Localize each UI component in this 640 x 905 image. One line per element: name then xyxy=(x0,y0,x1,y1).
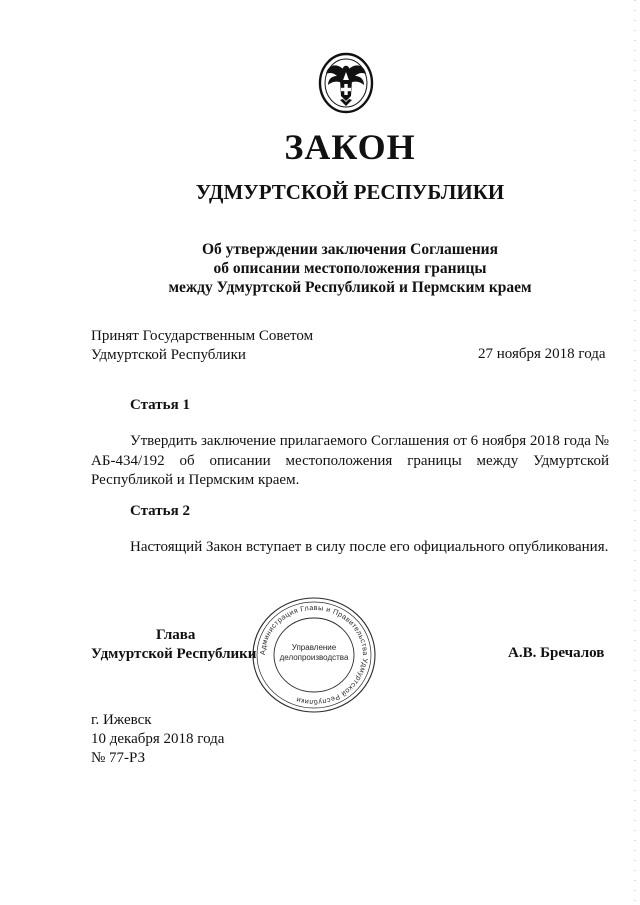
coat-of-arms-icon xyxy=(318,52,374,114)
signatory-name: А.В. Бречалов xyxy=(508,645,605,661)
law-name-line: об описании местоположения границы xyxy=(213,260,487,277)
adoption-date: 27 ноября 2018 года xyxy=(478,346,606,362)
adopted-by-line: Удмуртской Республики xyxy=(91,347,246,363)
adopted-by xyxy=(91,327,313,365)
article-1-heading: Статья 1 xyxy=(130,397,190,413)
law-title: ЗАКОН xyxy=(284,127,416,167)
law-name xyxy=(0,240,640,297)
adopted-by-line: Принят Государственным Советом xyxy=(91,328,314,344)
signatory-title-line: Глава xyxy=(156,627,196,643)
footer-number: № 77-РЗ xyxy=(91,750,146,766)
scan-edge-dots xyxy=(634,0,636,905)
signatory-title xyxy=(91,626,256,664)
footer-city: г. Ижевск xyxy=(91,712,152,728)
signatory-title-line: Удмуртской Республики xyxy=(91,646,257,662)
stamp-center-line: Управление xyxy=(291,643,337,652)
stamp-ring-text: Администрация Главы и Правительства Удмуртской Республики xyxy=(257,602,371,708)
footer-date: 10 декабря 2018 года xyxy=(91,731,225,747)
article-2-text: Настоящий Закон вступает в силу после его официального опубликования. xyxy=(130,539,609,555)
article-1-text: Утвердить заключение прилагаемого Соглашения от 6 ноября 2018 года № АБ-434/192 об описании местоположения границы между Удмуртской Республикой и Пермским краем. xyxy=(91,433,609,488)
law-name-line: между Удмуртской Республикой и Пермским краем xyxy=(168,279,532,296)
stamp-center-line: делопроизводства xyxy=(279,653,349,662)
official-stamp xyxy=(251,596,377,714)
law-name-line: Об утверждении заключения Соглашения xyxy=(202,241,498,258)
article-2-heading: Статья 2 xyxy=(130,503,190,519)
law-footer xyxy=(91,711,224,768)
law-subtitle: УДМУРТСКОЙ РЕСПУБЛИКИ xyxy=(195,180,505,204)
